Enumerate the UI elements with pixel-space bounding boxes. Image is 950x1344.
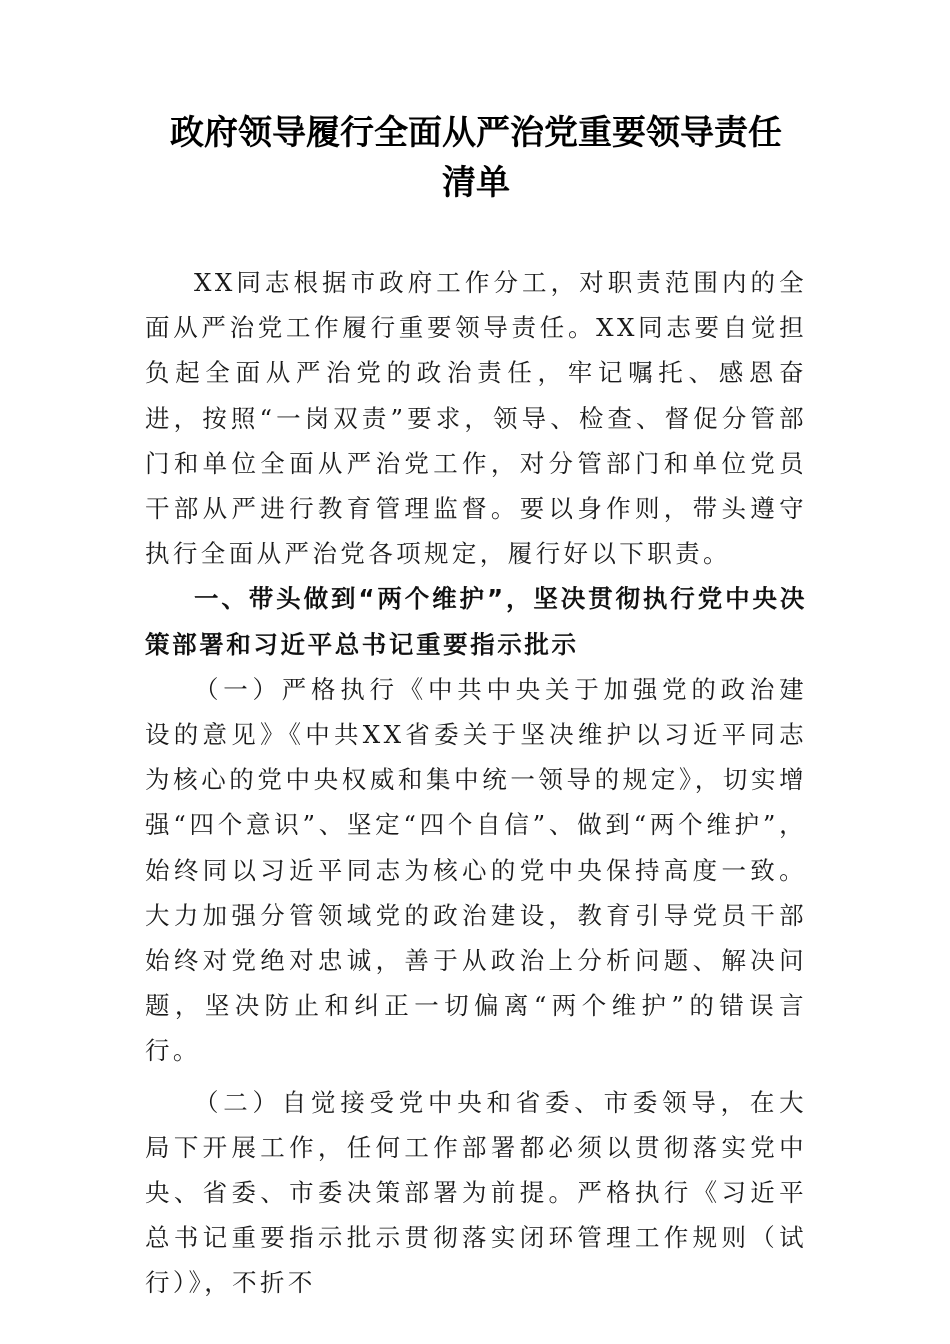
title-line-2: 清单 xyxy=(442,163,510,203)
intro-paragraph: XX同志根据市政府工作分工，对职责范围内的全面从严治党工作履行重要领导责任。XX同志要自觉担负起全面从严治党的政治责任，牢记嘱托、感恩奋进，按照“一岗双责”要求，领导、检查、督促分管部门和单位全面从严治党工作，对分管部门和单位党员干部从严进行教育管理监督。要以身作则，带头遵守执行全面从严治党各项规定，履行好以下职责。 xyxy=(145,268,807,569)
document-title xyxy=(125,108,827,208)
item-paragraph-2: （二）自觉接受党中央和省委、市委领导，在大局下开展工作，任何工作部署都必须以贯彻落实党中央、省委、市委决策部署为前提。严格执行《习近平总书记重要指示批示贯彻落实闭环管理工作规则（试行）》，不折不 xyxy=(145,1087,807,1298)
document-body xyxy=(145,260,807,1306)
document-page xyxy=(145,108,807,1306)
section-heading-1: 一、带头做到“两个维护”，坚决贯彻执行党中央决策部署和习近平总书记重要指示批示 xyxy=(145,584,807,659)
title-line-1: 政府领导履行全面从严治党重要领导责任 xyxy=(170,113,782,153)
item-paragraph-1: （一）严格执行《中共中央关于加强党的政治建设的意见》《中共XX省委关于坚决维护以习近平同志为核心的党中央权威和集中统一领导的规定》，切实增强“四个意识”、坚定“四个自信”、做到“两个维护”，始终同以习近平同志为核心的党中央保持高度一致。大力加强分管领域党的政治建设，教育引导党员干部始终对党绝对忠诚，善于从政治上分析问题、解决问题，坚决防止和纠正一切偏离“两个维护”的错误言行。 xyxy=(145,674,807,1066)
